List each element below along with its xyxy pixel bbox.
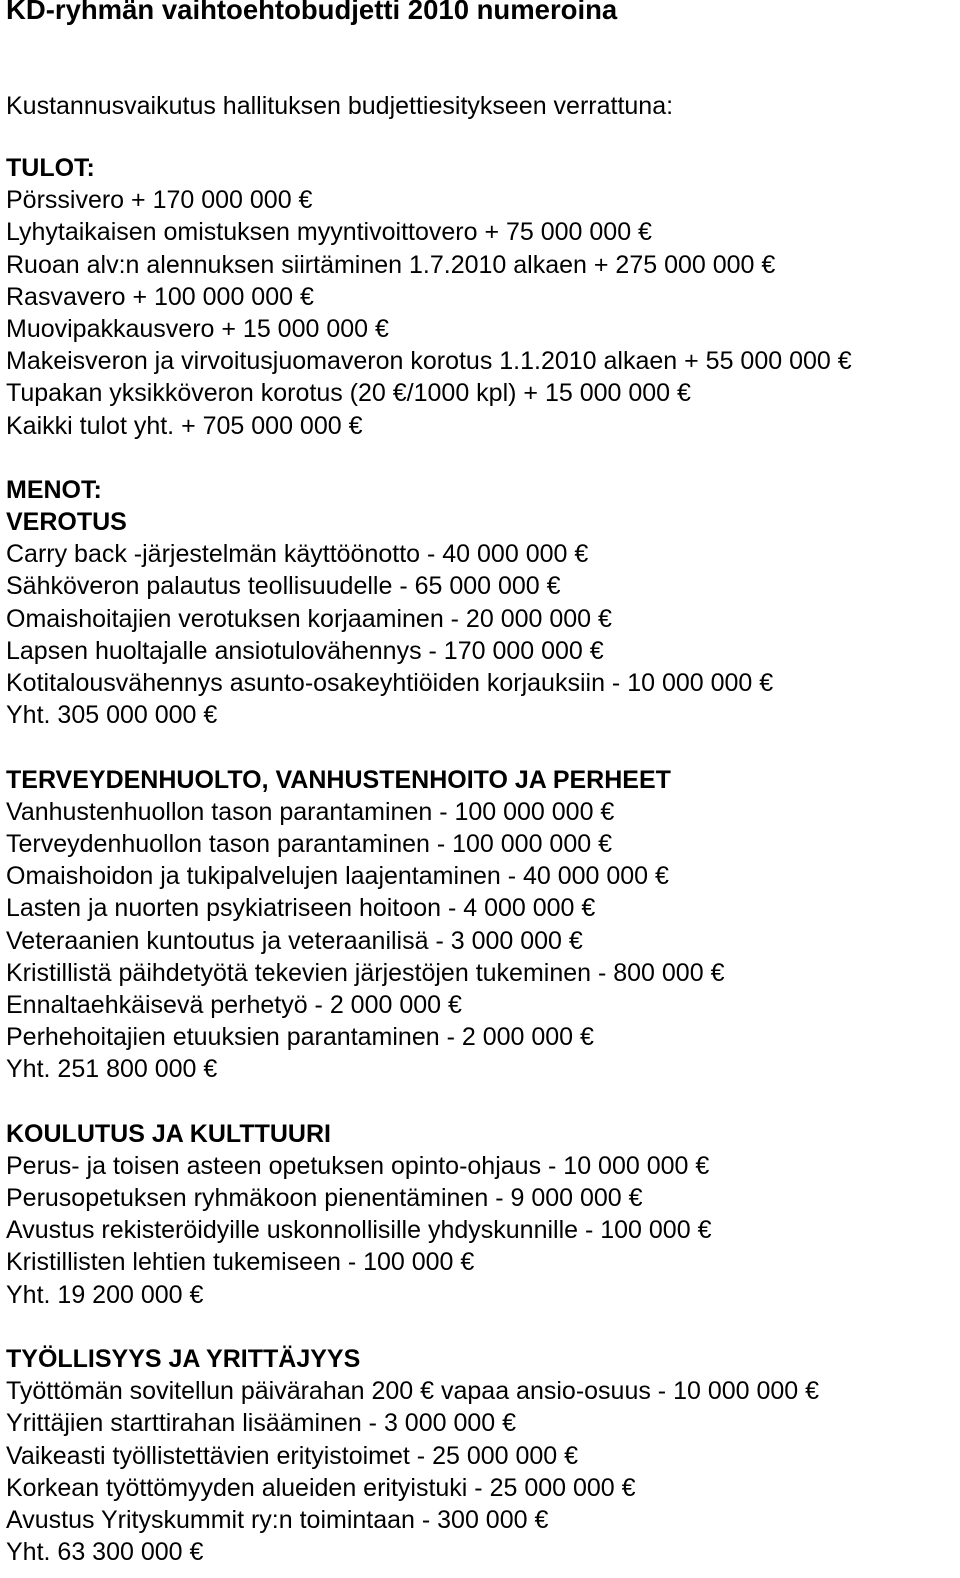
health-total: Yht. 251 800 000 € [6, 1055, 218, 1084]
health-item: Veteraanien kuntoutus ja veteraanilisä - 3 000 000 € [6, 926, 583, 955]
page-title: KD-ryhmän vaihtoehtobudjetti 2010 numeroina [6, 0, 618, 25]
income-item: Pörssivero + 170 000 000 € [6, 186, 313, 215]
taxation-item: Kotitalousvähennys asunto-osakeyhtiöiden korjauksiin - 10 000 000 € [6, 669, 774, 697]
health-item: Kristillistä päihdetyötä tekevien järjestöjen tukeminen - 800 000 € [6, 958, 725, 987]
taxation-item: Carry back -järjestelmän käyttöönotto - 40 000 000 € [6, 540, 589, 569]
education-item: Kristillisten lehtien tukemiseen - 100 000 € [6, 1248, 475, 1277]
education-item: Perus- ja toisen asteen opetuksen opinto-ohjaus - 10 000 000 € [6, 1151, 710, 1180]
health-item: Ennaltaehkäisevä perhetyö - 2 000 000 € [6, 990, 462, 1019]
health-item: Perhehoitajien etuuksien parantaminen - 2 000 000 € [6, 1023, 594, 1052]
health-item: Omaishoidon ja tukipalvelujen laajentaminen - 40 000 000 € [6, 862, 669, 891]
taxation-total: Yht. 305 000 000 € [6, 701, 218, 730]
income-total: Kaikki tulot yht. + 705 000 000 € [6, 411, 363, 440]
health-item: Vanhustenhuollon tason parantaminen - 100 000 000 € [6, 797, 615, 826]
income-item: Rasvavero + 100 000 000 € [6, 282, 314, 311]
education-item: Perusopetuksen ryhmäkoon pienentäminen - 9 000 000 € [6, 1184, 643, 1212]
education-heading: KOULUTUS JA KULTTUURI [6, 1119, 331, 1148]
health-heading: TERVEYDENHUOLTO, VANHUSTENHOITO JA PERHEET [6, 765, 671, 794]
employment-item: Yrittäjien starttirahan lisääminen - 3 000 000 € [6, 1409, 517, 1438]
income-heading: TULOT: [6, 154, 95, 182]
taxation-item: Sähköveron palautus teollisuudelle - 65 000 000 € [6, 572, 561, 601]
income-item: Makeisveron ja virvoitusjuomaveron korotus 1.1.2010 alkaen + 55 000 000 € [6, 347, 852, 376]
income-item: Ruoan alv:n alennuksen siirtäminen 1.7.2010 alkaen + 275 000 000 € [6, 250, 776, 279]
health-item: Lasten ja nuorten psykiatriseen hoitoon - 4 000 000 € [6, 894, 596, 923]
income-item: Tupakan yksikköveron korotus (20 €/1000 kpl) + 15 000 000 € [6, 379, 691, 408]
health-item: Terveydenhuollon tason parantaminen - 100 000 000 € [6, 829, 612, 858]
income-item: Muovipakkausvero + 15 000 000 € [6, 314, 389, 343]
page-subtitle: Kustannusvaikutus hallituksen budjettiesitykseen verrattuna: [6, 92, 674, 120]
employment-item: Vaikeasti työllistettävien erityistoimet - 25 000 000 € [6, 1441, 579, 1470]
employment-item: Avustus Yrityskummit ry:n toimintaan - 300 000 € [6, 1505, 549, 1534]
expenses-heading: MENOT: [6, 475, 102, 504]
taxation-heading: VEROTUS [6, 508, 127, 537]
taxation-item: Omaishoitajien verotuksen korjaaminen - 20 000 000 € [6, 604, 612, 633]
income-item: Lyhytaikaisen omistuksen myyntivoittovero + 75 000 000 € [6, 218, 652, 247]
employment-item: Korkean työttömyyden alueiden erityistuki - 25 000 000 € [6, 1473, 636, 1502]
budget-document [6, 0, 956, 1568]
education-item: Avustus rekisteröidyille uskonnollisille yhdyskunnille - 100 000 € [6, 1216, 712, 1245]
education-total: Yht. 19 200 000 € [6, 1280, 204, 1309]
employment-total: Yht. 63 300 000 € [6, 1538, 204, 1567]
employment-heading: TYÖLLISYYS JA YRITTÄJYYS [6, 1344, 361, 1373]
taxation-item: Lapsen huoltajalle ansiotulovähennys - 170 000 000 € [6, 636, 604, 665]
employment-item: Työttömän sovitellun päivärahan 200 € vapaa ansio-osuus - 10 000 000 € [6, 1377, 820, 1406]
